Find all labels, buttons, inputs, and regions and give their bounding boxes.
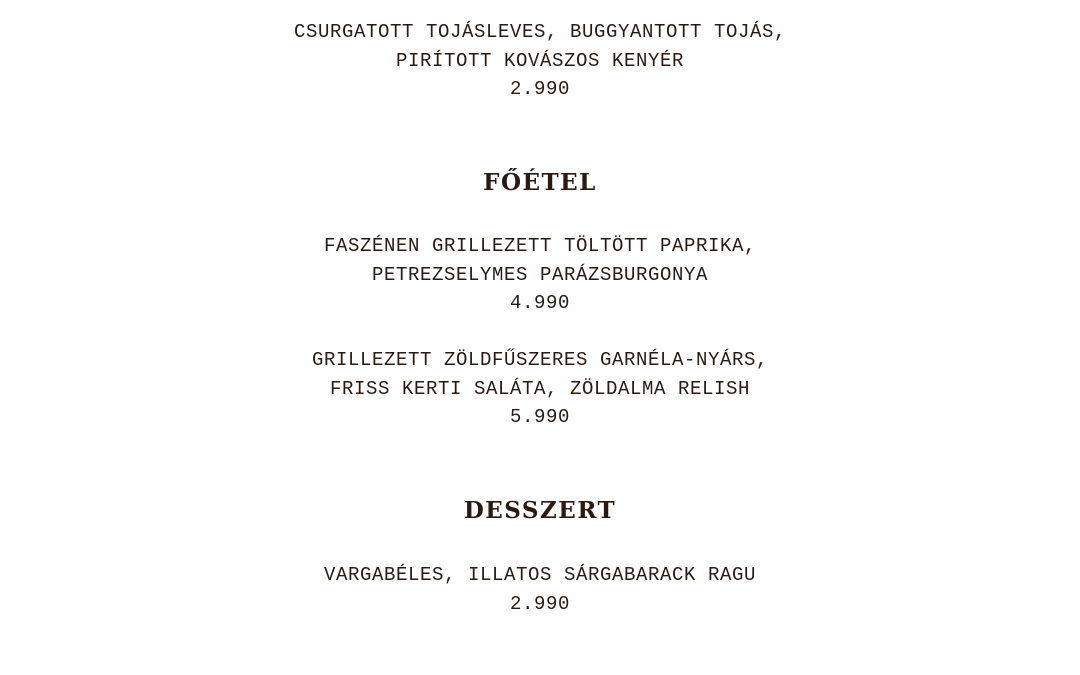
menu-item-description: GRILLEZETT ZÖLDFŰSZERES GARNÉLA-NYÁRS, — [311, 349, 769, 371]
menu-item-description: FASZÉNEN GRILLEZETT TÖLTÖTT PAPRIKA, — [323, 235, 757, 257]
menu-item-description: PETREZSELYMES PARÁZSBURGONYA — [371, 263, 709, 286]
menu-item-shrimp-skewer — [0, 346, 1080, 432]
menu-item-price: 2.990 — [509, 78, 570, 100]
menu-item-soup — [0, 18, 1080, 104]
menu-item-description: VARGABÉLES, ILLATOS SÁRGABARACK RAGU — [323, 564, 757, 586]
section-heading: FŐÉTEL — [483, 169, 597, 196]
menu-item-price: 4.990 — [509, 292, 570, 314]
section-heading-dessert — [0, 497, 1080, 525]
section-heading-main-course — [0, 169, 1080, 197]
menu-item-stuffed-pepper — [0, 232, 1080, 318]
menu-item-description: FRISS KERTI SALÁTA, ZÖLDALMA RELISH — [329, 377, 751, 400]
menu-item-price: 2.990 — [509, 592, 570, 615]
menu-item-description: CSURGATOTT TOJÁSLEVES, BUGGYANTOTT TOJÁS, — [293, 21, 787, 43]
menu-item-vargabeles — [0, 561, 1080, 618]
menu-item-description: PIRÍTOTT KOVÁSZOS KENYÉR — [395, 49, 685, 72]
section-heading: DESSZERT — [463, 497, 617, 524]
menu-item-price: 5.990 — [509, 406, 570, 428]
